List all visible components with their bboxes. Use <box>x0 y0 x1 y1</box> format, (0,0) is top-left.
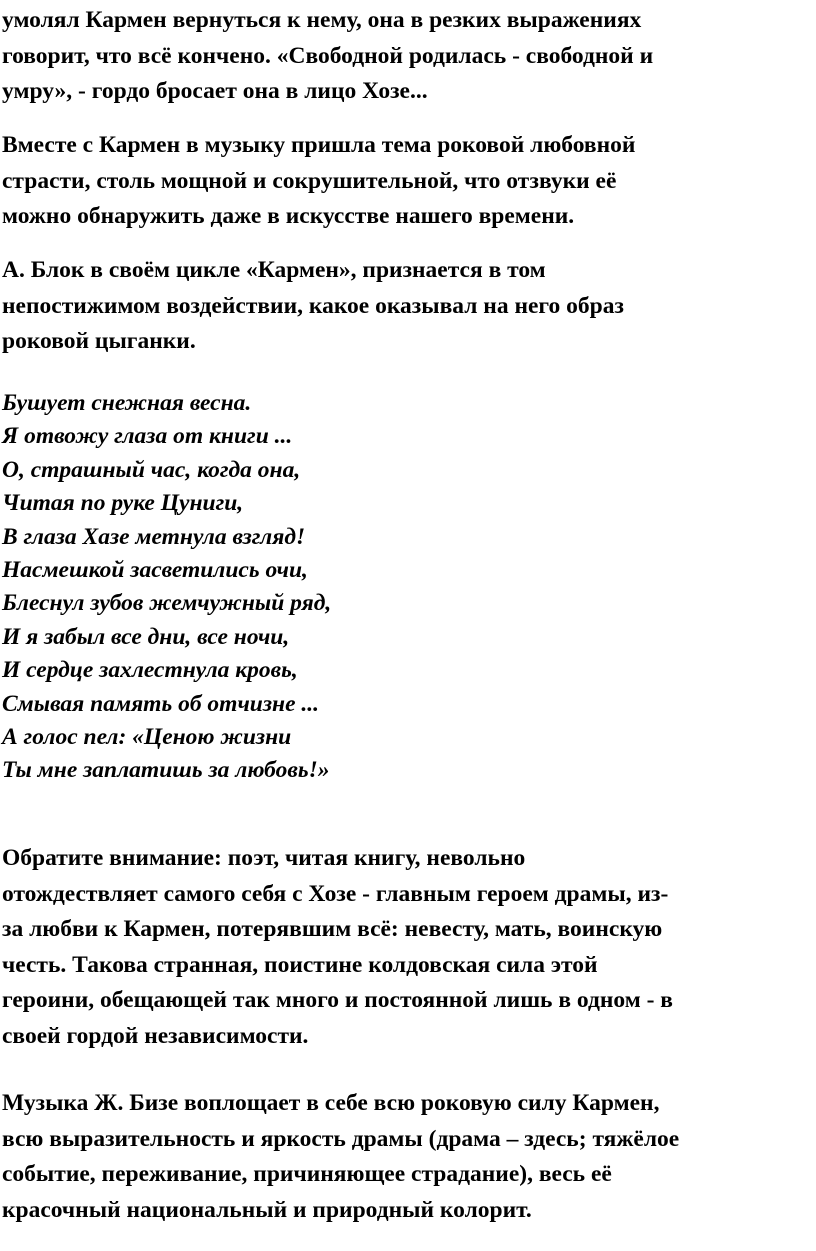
poem-line: Насмешкой засветились очи, <box>2 556 308 583</box>
poem-line: О, страшный час, когда она, <box>2 456 301 483</box>
poem-line: А голос пел: «Ценою жизни <box>2 723 292 750</box>
text-line: всю выразительность и яркость драмы (драма – здесь; тяжёлое <box>2 1125 680 1152</box>
text-line: красочный национальный и природный колорит. <box>2 1196 532 1223</box>
paragraph-poet-identifies-with-jose <box>2 841 812 1055</box>
poem-line: И сердце захлестнула кровь, <box>2 657 298 684</box>
text-line: героини, обещающей так много и постоянной лишь в одном - в <box>2 987 673 1014</box>
text-line: отождествляет самого себя с Хозе - главным героем драмы, из- <box>2 880 669 907</box>
text-line: Вместе с Кармен в музыку пришла тема роковой любовной <box>2 132 636 158</box>
text-line: говорит, что всё кончено. «Свободной родилась - свободной и <box>2 42 654 69</box>
poem-line: Блеснул зубов жемчужный ряд, <box>2 590 332 617</box>
poem-line: В глаза Хазе метнула взгляд! <box>2 523 306 550</box>
poem-stanza <box>2 387 812 788</box>
text-line: А. Блок в своём цикле «Кармен», признается в том <box>2 257 546 283</box>
poem-line: Я отвожу глаза от книги ... <box>2 423 293 450</box>
text-line: событие, переживание, причиняющее страдание), весь её <box>2 1161 612 1188</box>
poem-line: Смывая память об отчизне ... <box>2 690 319 717</box>
text-line: роковой цыганки. <box>2 328 196 355</box>
text-line: непостижимом воздействии, какое оказывал на него образ <box>2 292 624 319</box>
paragraph-bizet-music <box>2 1086 812 1228</box>
text-line: честь. Такова странная, поистине колдовская сила этой <box>2 951 598 978</box>
poem-line: Бушует снежная весна. <box>2 390 252 416</box>
paragraph-fatal-passion-theme <box>2 128 812 235</box>
poem-line: Читая по руке Цуниги, <box>2 490 244 517</box>
text-line: за любви к Кармен, потерявшим всё: невесту, мать, воинскую <box>2 916 663 943</box>
text-line: умолял Кармен вернуться к нему, она в резких выражениях <box>2 7 642 33</box>
poem-line: Ты мне заплатишь за любовь!» <box>2 757 330 784</box>
paragraph-carmen-freedom <box>2 3 812 110</box>
text-line: Музыка Ж. Бизе воплощает в себе всю роковую силу Кармен, <box>2 1090 660 1116</box>
paragraph-blok-cycle <box>2 253 812 360</box>
text-line: умру», - гордо бросает она в лицо Хозе... <box>2 78 428 105</box>
text-line: можно обнаружить даже в искусстве нашего времени. <box>2 203 575 230</box>
text-line: своей гордой независимости. <box>2 1022 309 1049</box>
poem-line: И я забыл все дни, все ночи, <box>2 623 290 650</box>
text-line: Обратите внимание: поэт, читая книгу, невольно <box>2 845 526 871</box>
text-line: страсти, столь мощной и сокрушительной, что отзвуки её <box>2 167 617 194</box>
